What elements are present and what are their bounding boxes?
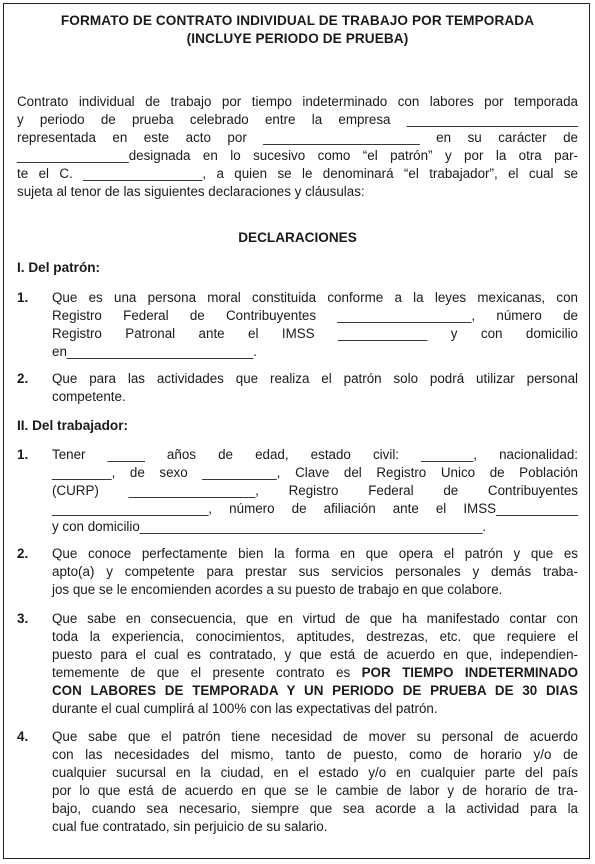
item-line: (CURP) _________________, Registro Federal de Contribuyentes <box>52 483 578 498</box>
document-subtitle: (INCLUYE PERIODO DE PRUEBA) <box>186 31 409 46</box>
item-line: durante el cual cumplirá al 100% con las expectativas del patrón. <box>52 701 438 716</box>
item-line: cual fue contratado, sin perjuicio de su salario. <box>52 819 328 834</box>
item-number: 4. <box>17 729 29 744</box>
item-line: apto(a) y competente para prestar sus servicios personales y demás traba- <box>52 564 578 579</box>
item-line: toda la experiencia, conocimientos, aptitudes, destrezas, etc. que requiere el <box>52 629 578 644</box>
item-line: Registro Federal de Contribuyentes __________________, número de <box>52 308 578 323</box>
intro-line: Contrato individual de trabajo por tiempo indeterminado con labores por temporada <box>17 94 578 109</box>
item-number: 3. <box>17 611 29 626</box>
item-number: 1. <box>17 447 29 462</box>
section-heading-patron: I. Del patrón: <box>17 260 101 275</box>
item-line: en_________________________. <box>52 344 257 359</box>
intro-paragraph <box>17 93 578 201</box>
item-line: Tener _____ años de edad, estado civil: _______, nacionalidad: <box>52 447 578 462</box>
intro-line: y periodo de prueba celebrado entre la empresa _______________________ <box>17 112 578 127</box>
item-line: _____________________, número de afiliación ante el IMSS___________ <box>52 501 578 516</box>
intro-line: te el C. ________________, a quien se le denominará “el trabajador”, el cual se <box>17 166 578 181</box>
item-line: puesto para el cual es contratado, y que está de acuerdo en que, independien- <box>52 647 578 662</box>
intro-line: sujeta al tenor de las siguientes declaraciones y cláusulas: <box>17 184 365 199</box>
item-line <box>52 682 578 700</box>
item-line-text: tememente de que el presente contrato es <box>52 665 362 680</box>
item-line <box>52 664 578 682</box>
item-line: competente. <box>52 389 126 404</box>
item-line: Que sabe en consecuencia, que en virtud de que ha manifestado contar con <box>52 611 578 626</box>
item-number: 2. <box>17 546 29 561</box>
contract-type-emphasis: POR TIEMPO INDETERMINADO <box>361 665 579 680</box>
item-line: Registro Patronal ante el IMSS ____________ y con domicilio <box>52 326 578 341</box>
item-line: Que es una persona moral constituida conforme a la leyes mexicanas, con <box>52 290 578 305</box>
item-line: Que sabe que el patrón tiene necesidad de mover su personal de acuerdo <box>52 729 578 744</box>
item-line: por lo que está de acuerdo en que se le cambie de labor y de horario de tra- <box>52 783 578 798</box>
declaraciones-heading: DECLARACIONES <box>238 230 357 245</box>
section-heading-trabajador: II. Del trabajador: <box>17 418 129 433</box>
item-line: ________, de sexo __________, Clave del Registro Unico de Población <box>52 465 578 480</box>
item-line: Que conoce perfectamente bien la forma en que opera el patrón y que es <box>52 546 578 561</box>
item-number: 1. <box>17 290 29 305</box>
item-line: jos que se le encomienden acordes a su puesto de trabajo en que colabore. <box>52 582 503 597</box>
item-line: bajo, cuando sea necesario, siempre que sea acorde a la actividad para la <box>52 801 578 816</box>
document-title: FORMATO DE CONTRATO INDIVIDUAL DE TRABAJO POR TEMPORADA <box>60 13 535 28</box>
item-line: y con domicilio______________________________________________. <box>52 519 487 534</box>
intro-line: representada en este acto por _____________________ en su carácter de <box>17 130 578 145</box>
intro-line: _______________designada en lo sucesivo como “el patrón” y por la otra par- <box>17 148 578 163</box>
item-line: cualquier sucursal en la ciudad, en el estado y/o en cualquier parte del país <box>52 765 578 780</box>
contract-terms-emphasis: CON LABORES DE TEMPORADA Y UN PERIODO DE PRUEBA DE 30 DIAS <box>52 683 578 698</box>
item-line: Que para las actividades que realiza el patrón solo podrá utilizar personal <box>52 371 578 386</box>
item-number: 2. <box>17 371 29 386</box>
item-line: con las necesidades del mismo, tanto de puesto, como de horario y/o de <box>52 747 578 762</box>
